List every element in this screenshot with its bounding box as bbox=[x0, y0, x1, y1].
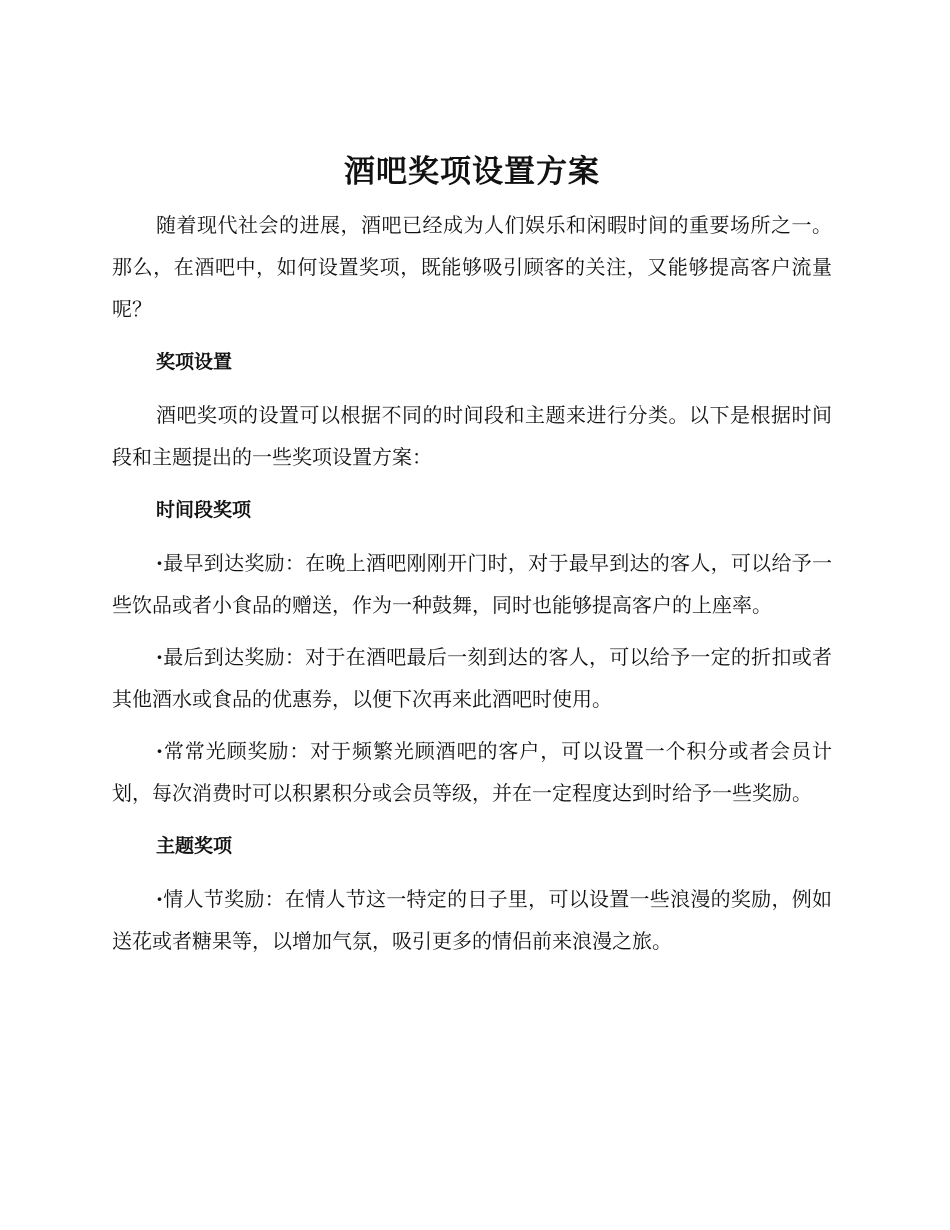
bullet-icon: · bbox=[156, 551, 163, 575]
document-body bbox=[112, 148, 832, 972]
list-item-earliest-arrival bbox=[112, 542, 832, 626]
document-title: 酒吧奖项设置方案 bbox=[344, 154, 600, 190]
bullet-icon: · bbox=[156, 739, 163, 763]
list-item-frequent-visit bbox=[112, 730, 832, 814]
section-heading-awards: 奖项设置 bbox=[156, 351, 233, 373]
section-heading-time: 时间段奖项 bbox=[156, 499, 252, 521]
list-item-last-arrival bbox=[112, 636, 832, 720]
bullet-icon: · bbox=[156, 645, 163, 669]
section-heading-theme: 主题奖项 bbox=[156, 835, 233, 857]
awards-paragraph: 酒吧奖项的设置可以根据不同的时间段和主题来进行分类。以下是根据时间段和主题提出的一些奖项设置方案： bbox=[112, 403, 832, 469]
intro-paragraph: 随着现代社会的进展，酒吧已经成为人们娱乐和闲暇时间的重要场所之一。那么，在酒吧中，如何设置奖项，既能够吸引顾客的关注，又能够提高客户流量呢？ bbox=[112, 213, 832, 321]
list-item-text: 情人节奖励：在情人节这一特定的日子里，可以设置一些浪漫的奖励，例如送花或者糖果等，以增加气氛，吸引更多的情侣前来浪漫之旅。 bbox=[112, 887, 832, 953]
list-item-text: 最早到达奖励：在晚上酒吧刚刚开门时，对于最早到达的客人，可以给予一些饮品或者小食品的赠送，作为一种鼓舞，同时也能够提高客户的上座率。 bbox=[112, 551, 832, 617]
list-item-text: 最后到达奖励：对于在酒吧最后一刻到达的客人，可以给予一定的折扣或者其他酒水或食品的优惠券，以便下次再来此酒吧时使用。 bbox=[112, 645, 832, 711]
list-item-valentines bbox=[112, 878, 832, 962]
list-item-text: 常常光顾奖励：对于频繁光顾酒吧的客户，可以设置一个积分或者会员计划，每次消费时可以积累积分或会员等级，并在一定程度达到时给予一些奖励。 bbox=[112, 739, 832, 805]
bullet-icon: · bbox=[156, 887, 163, 911]
